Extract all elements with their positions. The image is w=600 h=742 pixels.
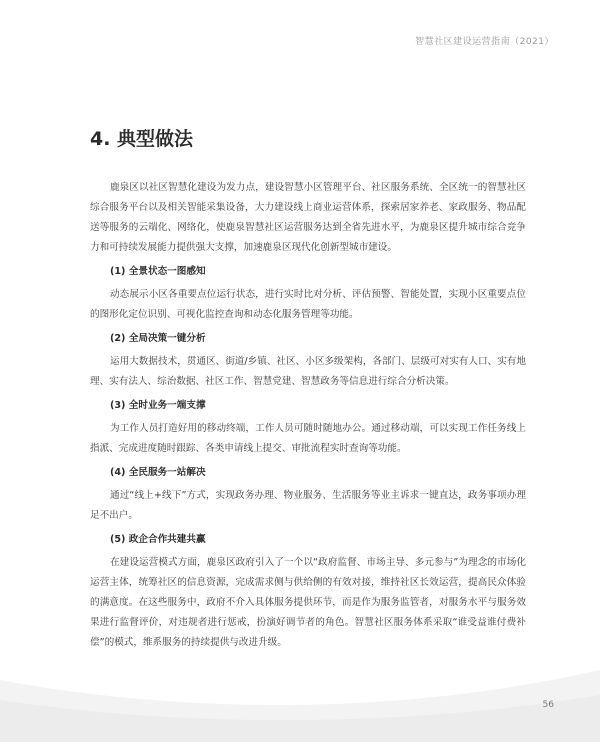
practice-body: 在建设运营模式方面，鹿泉区政府引入了一个以“政府监督、市场主导、多元参与”为理念的市场化运营主体，统筹社区的信息资源，完成需求侧与供给侧的有效对接，维持社区长效运营，提高民众体验的满意度。在这些服务中，政府不介入具体服务提供环节，而是作为服务监管者，对服务水平与服务效果进行监督评价，对违规者进行惩戒，扮演好调节者的角色。智慧社区服务体系采取“谁受益谁付费补偿”的模式，维系服务的持续提供与改进升级。 [90, 557, 526, 648]
practice-heading: (1) 全景状态一图感知 [110, 266, 206, 277]
practice-heading: (5) 政企合作共建共赢 [110, 534, 206, 545]
practice-heading: (4) 全民服务一站解决 [110, 467, 206, 478]
decorative-swoosh [0, 640, 600, 742]
body-content [90, 178, 526, 659]
practice-body: 运用大数据技术，贯通区、街道/乡镇、社区、小区多级架构，各部门、层级可对实有人口、实有地理、实有法人、综治数据、社区工作、智慧党建、智慧政务等信息进行综合分析决策。 [90, 356, 526, 387]
practice-item [90, 331, 526, 392]
practice-heading: (3) 全时业务一端支撑 [110, 400, 206, 411]
intro-paragraph: 鹿泉区以社区智慧化建设为发力点，建设智慧小区管理平台、社区服务系统、全区统一的智慧社区综合服务平台以及相关智能采集设备，大力建设线上商业运营体系，探索居家养老、家政服务、物品配送等服务的云端化、网络化，使鹿泉智慧社区运营服务达到全省先进水平，为鹿泉区提升城市综合竞争力和可持续发展能力提供强大支撑，加速鹿泉区现代化创新型城市建设。 [90, 182, 526, 253]
practice-item [90, 264, 526, 325]
practice-body: 为工作人员打造好用的移动终端，工作人员可随时随地办公。通过移动端，可以实现工作任务线上指派、完成进度随时跟踪、各类申请线上提交、审批流程实时查询等功能。 [90, 423, 526, 454]
practice-heading: (2) 全局决策一键分析 [110, 333, 206, 344]
practice-item [90, 532, 526, 653]
running-header: 智慧社区建设运营指南（2021） [415, 37, 554, 47]
section-title: 4. 典型做法 [90, 128, 194, 150]
page-number: 56 [542, 700, 554, 710]
practice-body: 动态展示小区各重要点位运行状态，进行实时比对分析、评估预警、智能处置，实现小区重要点位的图形化定位识别、可视化监控查询和动态化服务管理等功能。 [90, 289, 526, 320]
practice-item [90, 398, 526, 459]
practice-body: 通过“线上+线下”方式，实现政务办理、物业服务、生活服务等业主诉求一键直达，政务事项办理足不出户。 [90, 490, 526, 521]
practice-item [90, 465, 526, 526]
